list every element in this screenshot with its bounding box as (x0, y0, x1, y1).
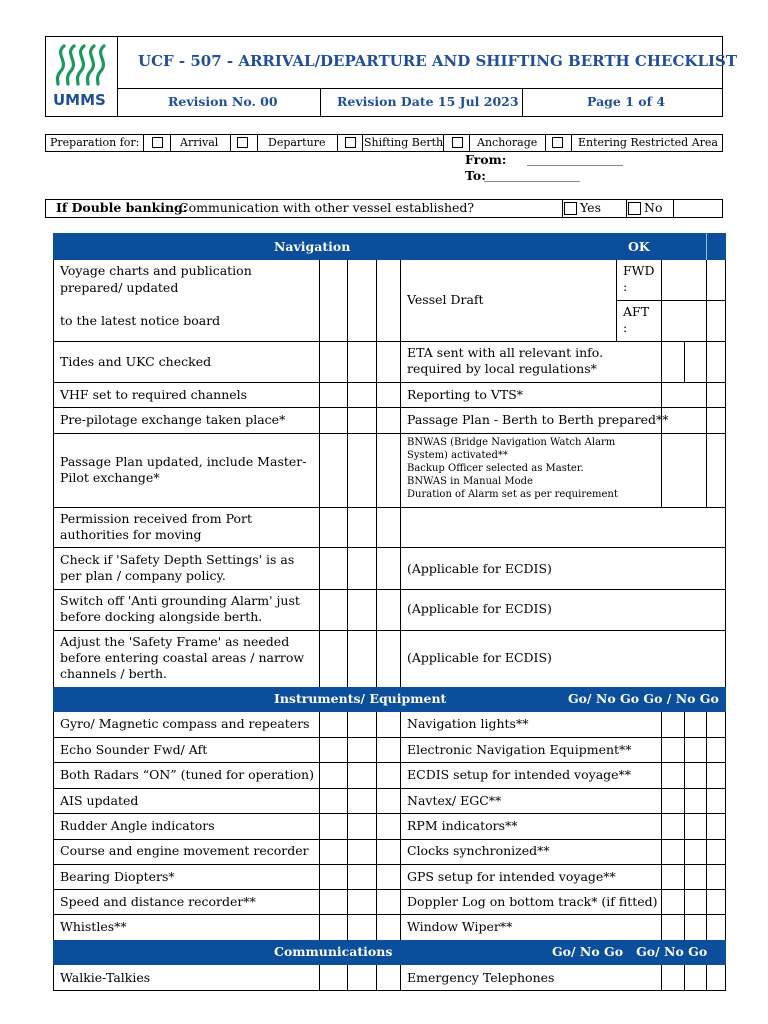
inst-right-5: Clocks synchronized** (407, 843, 550, 858)
inst-right-3: Navtex/ EGC** (407, 793, 502, 808)
revision-number: Revision No. 00 (168, 94, 278, 109)
navigation-header (53, 233, 726, 260)
nav-pre-pilotage: Pre-pilotage exchange taken place* (60, 412, 286, 427)
nav-vessel-draft: Vessel Draft (407, 292, 484, 307)
communications-go: Go/ No Go Go/ No Go (552, 944, 708, 959)
inst-left-3: AIS updated (60, 793, 139, 808)
nav-aft: AFT : (623, 304, 650, 335)
inst-left-0: Gyro/ Magnetic compass and repeaters (60, 716, 310, 731)
arrival-checkbox[interactable] (152, 137, 163, 148)
instruments-go: Go/ No Go Go / No Go (568, 691, 719, 706)
navigation-ok: OK (628, 239, 650, 254)
anchorage-checkbox[interactable] (452, 137, 463, 148)
navigation-title: Navigation (274, 239, 351, 254)
nav-bnwas-4: Duration of Alarm set as per requirement (407, 489, 618, 500)
inst-right-4: RPM indicators** (407, 818, 518, 833)
nav-ecdis-2: (Applicable for ECDIS) (407, 601, 552, 616)
nav-passage-plan-updated: Passage Plan updated, include Master-Pilot exchange* (60, 454, 307, 485)
no-checkbox[interactable] (628, 202, 641, 215)
inst-left-8: Whistles** (60, 919, 127, 934)
restricted-area-checkbox[interactable] (552, 137, 563, 148)
company-logo (50, 40, 112, 112)
inst-left-2: Both Radars “ON” (tuned for operation) (60, 767, 314, 782)
nav-eta: ETA sent with all relevant info. required by local regulations* (407, 345, 604, 376)
preparation-label: Preparation for: (50, 136, 140, 149)
inst-right-2: ECDIS setup for intended voyage** (407, 767, 632, 782)
from-label: From: (465, 152, 507, 167)
inst-left-4: Rudder Angle indicators (60, 818, 215, 833)
inst-right-0: Navigation lights** (407, 716, 529, 731)
shifting-berth-checkbox[interactable] (345, 137, 356, 148)
nav-safety-depth: Check if 'Safety Depth Settings' is as per plan / company policy. (60, 552, 295, 583)
inst-left-6: Bearing Diopters* (60, 869, 175, 884)
nav-port-permission: Permission received from Port authorities for moving (60, 511, 253, 542)
inst-right-1: Electronic Navigation Equipment** (407, 742, 632, 757)
nav-vts: Reporting to VTS* (407, 387, 524, 402)
restricted-area-label: Entering Restricted Area (578, 136, 718, 149)
departure-label: Departure (268, 136, 326, 149)
nav-anti-grounding: Switch off 'Anti grounding Alarm' just before docking alongside berth. (60, 593, 300, 624)
communications-title: Communications (274, 944, 393, 959)
page-title: UCF - 507 - ARRIVAL/DEPARTURE AND SHIFTING BERTH CHECKLIST (138, 52, 737, 70)
anchorage-label: Anchorage (477, 136, 538, 149)
nav-passage-berth: Passage Plan - Berth to Berth prepared** (407, 412, 669, 427)
to-field[interactable]: ________________ (484, 168, 580, 182)
nav-tides-ukc: Tides and UKC checked (60, 354, 212, 369)
departure-checkbox[interactable] (237, 137, 248, 148)
arrival-label: Arrival (180, 136, 219, 149)
comm-emergency-telephones: Emergency Telephones (407, 970, 555, 985)
inst-left-5: Course and engine movement recorder (60, 843, 309, 858)
nav-bnwas-3: BNWAS in Manual Mode (407, 476, 533, 487)
nav-ecdis-3: (Applicable for ECDIS) (407, 650, 552, 665)
inst-right-8: Window Wiper** (407, 919, 513, 934)
inst-left-1: Echo Sounder Fwd/ Aft (60, 742, 208, 757)
to-label: To: (465, 168, 486, 183)
nav-bnwas-1: BNWAS (Bridge Navigation Watch Alarm System) activated** (407, 437, 616, 461)
comm-walkie-talkies: Walkie-Talkies (60, 970, 151, 985)
from-field[interactable]: ________________ (527, 152, 623, 166)
nav-safety-frame: Adjust the 'Safety Frame' as needed before entering coastal areas / narrow channels / berth. (60, 634, 305, 681)
yes-label: Yes (580, 200, 601, 215)
no-label: No (644, 200, 663, 215)
nav-fwd: FWD : (623, 263, 655, 294)
logo-text: UMMS (53, 91, 106, 109)
double-banking-label: If Double banking: (56, 200, 188, 215)
nav-ecdis-1: (Applicable for ECDIS) (407, 561, 552, 576)
shifting-berth-label: Shifting Berth (364, 136, 444, 149)
page-number: Page 1 of 4 (587, 94, 666, 109)
inst-right-7: Doppler Log on bottom track* (if fitted) (407, 894, 658, 909)
inst-right-6: GPS setup for intended voyage** (407, 869, 616, 884)
inst-left-7: Speed and distance recorder** (60, 894, 256, 909)
instruments-title: Instruments/ Equipment (274, 691, 447, 706)
nav-notice-board: to the latest notice board (60, 313, 221, 328)
nav-bnwas-2: Backup Officer selected as Master. (407, 463, 584, 474)
revision-date: Revision Date 15 Jul 2023 (337, 94, 519, 109)
yes-checkbox[interactable] (564, 202, 577, 215)
nav-voyage-charts: Voyage charts and publication prepared/ updated (60, 263, 252, 295)
nav-vhf: VHF set to required channels (60, 387, 248, 402)
double-banking-question: Communication with other vessel established? (179, 200, 475, 215)
